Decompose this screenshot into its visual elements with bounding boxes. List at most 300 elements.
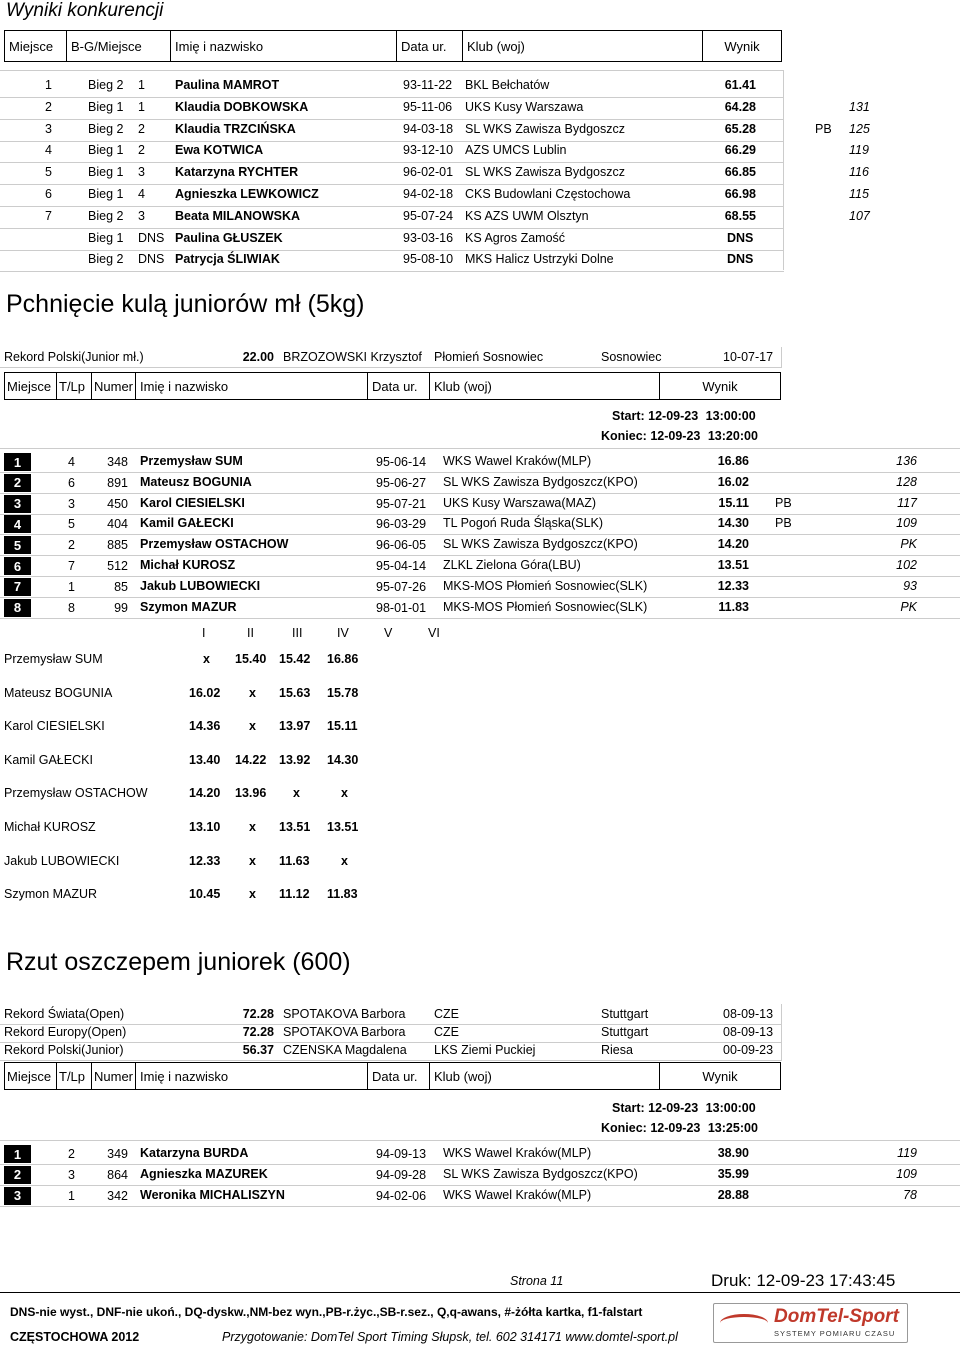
points: PK xyxy=(900,537,917,552)
row-divider xyxy=(0,162,784,163)
bib-number: 99 xyxy=(114,600,128,615)
record-border xyxy=(781,347,782,367)
club: BKL Bełchatów xyxy=(465,78,550,92)
attempt-value: 14.20 xyxy=(189,786,221,801)
lane: 2 xyxy=(68,1147,75,1161)
start-label: Start: xyxy=(612,1101,645,1115)
row-divider xyxy=(0,1140,960,1141)
athlete-name: Weronika MICHALISZYN xyxy=(140,1187,285,1202)
place-badge: 3 xyxy=(4,495,31,513)
attempt-value: 13.51 xyxy=(327,820,359,834)
club: UKS Kusy Warszawa(MAZ) xyxy=(443,495,597,510)
page-number: Strona 11 xyxy=(510,1274,564,1288)
birth-date: 96-06-05 xyxy=(376,538,427,553)
pb-badge: PB xyxy=(775,495,792,510)
birth-date: 94-02-06 xyxy=(376,1188,427,1203)
lane: 1 xyxy=(68,579,75,594)
birth-date: 96-02-01 xyxy=(403,165,454,180)
points: 109 xyxy=(896,516,917,531)
birth-date: 96-03-29 xyxy=(376,517,427,532)
attempt-value: 16.86 xyxy=(327,652,359,666)
lane: 8 xyxy=(68,600,75,615)
heat-place: 4 xyxy=(138,187,145,201)
attempt-value: x xyxy=(341,786,348,801)
attempt-value: 14.22 xyxy=(235,752,267,767)
record-value: 22.00 xyxy=(242,350,274,364)
record-value: 56.37 xyxy=(242,1043,274,1057)
record-holder: CZENSKA Magdalena xyxy=(283,1043,407,1057)
club: WKS Wawel Kraków(MLP) xyxy=(443,1146,592,1160)
heat-place: 2 xyxy=(138,121,145,136)
result: 15.11 xyxy=(718,495,749,510)
lane: 7 xyxy=(68,559,75,573)
result: 16.86 xyxy=(717,454,749,468)
start-date: 12-09-23 xyxy=(648,1101,699,1115)
place-badge: 6 xyxy=(4,557,31,575)
start-time: 13:00:00 xyxy=(705,409,756,423)
attempt-value: 13.10 xyxy=(189,820,221,834)
club: TL Pogoń Ruda Śląska(SLK) xyxy=(443,516,604,531)
attempt-athlete: Przemysław SUM xyxy=(4,652,103,666)
record-holder: SPOTAKOVA Barbora xyxy=(283,1025,406,1039)
athlete-name: Paulina GŁUSZEK xyxy=(175,230,283,245)
bib-number: 342 xyxy=(107,1188,128,1203)
heat: Bieg 2 xyxy=(88,78,124,92)
points: 107 xyxy=(849,208,870,223)
bib-number: 349 xyxy=(107,1147,128,1161)
pb-badge: PB xyxy=(775,516,792,531)
athlete-name: Agnieszka LEWKOWICZ xyxy=(175,187,319,201)
birth-date: 94-02-18 xyxy=(403,187,454,201)
end-label: Koniec: xyxy=(601,1121,647,1135)
club: CKS Budowlani Częstochowa xyxy=(465,187,631,201)
birth-date: 95-06-14 xyxy=(376,455,427,469)
place-badge: 2 xyxy=(4,474,31,492)
place-badge: 3 xyxy=(4,1187,31,1205)
heat-place: 1 xyxy=(138,99,145,114)
col-place: Miejsce xyxy=(5,1063,57,1089)
athlete-name: Agnieszka MAZUREK xyxy=(140,1166,268,1181)
attempt-value: 13.92 xyxy=(279,752,311,767)
club: WKS Wawel Kraków(MLP) xyxy=(443,1187,592,1202)
col-club: Klub (woj) xyxy=(430,1063,660,1089)
record-place: Sosnowiec xyxy=(601,350,662,364)
end-time: 13:25:00 xyxy=(707,1121,758,1135)
club: SL WKS Zawisza Bydgoszcz(KPO) xyxy=(443,474,638,489)
athlete-name: Klaudia DOBKOWSKA xyxy=(175,99,309,114)
place-badge: 2 xyxy=(4,1166,31,1184)
row-divider xyxy=(0,448,960,449)
result: 38.90 xyxy=(717,1146,749,1160)
lane: 5 xyxy=(68,517,75,532)
club: MKS-MOS Płomień Sosnowiec(SLK) xyxy=(443,599,648,614)
lane: 4 xyxy=(68,455,75,469)
heat-place: 3 xyxy=(138,208,145,223)
domtel-logo xyxy=(713,1303,908,1343)
col-lp: T/Lp xyxy=(57,1063,92,1089)
col-result: Wynik xyxy=(702,1068,738,1084)
athlete-name: Beata MILANOWSKA xyxy=(175,208,301,223)
record-club: LKS Ziemi Puckiej xyxy=(434,1043,536,1057)
athlete-name: Kamil GAŁECKI xyxy=(140,516,234,531)
row-divider xyxy=(0,576,960,577)
bib-number: 885 xyxy=(107,538,128,553)
athlete-name: Patrycja ŚLIWIAK xyxy=(175,252,280,267)
result: 66.29 xyxy=(724,143,756,158)
attempt-value: 13.51 xyxy=(279,820,311,834)
bib-number: 85 xyxy=(114,579,128,594)
place-badge: 1 xyxy=(4,1145,31,1163)
result: 14.20 xyxy=(717,537,749,552)
row-divider xyxy=(0,534,960,535)
row-divider xyxy=(0,70,784,71)
result: 14.30 xyxy=(717,516,749,531)
attempt-value: 14.36 xyxy=(189,719,221,734)
place: 1 xyxy=(45,78,52,92)
section2-header xyxy=(4,372,781,400)
start-label: Start: xyxy=(612,409,645,423)
club: SL WKS Zawisza Bydgoszcz xyxy=(465,165,626,180)
club: ZLKL Zielona Góra(LBU) xyxy=(443,558,581,572)
end-time: 13:20:00 xyxy=(707,429,758,443)
attempt-header: VI xyxy=(428,626,440,640)
col-dob: Data ur. xyxy=(397,31,463,61)
points: 136 xyxy=(896,454,917,468)
col-result: Wynik xyxy=(702,378,738,394)
attempt-value: 15.42 xyxy=(279,652,311,666)
section3-header xyxy=(4,1062,781,1090)
birth-date: 95-04-14 xyxy=(376,559,427,573)
club: SL WKS Zawisza Bydgoszcz(KPO) xyxy=(443,537,638,552)
place-badge: 4 xyxy=(4,515,31,533)
heat: Bieg 1 xyxy=(88,230,124,245)
points: 119 xyxy=(849,143,869,158)
club: AZS UMCS Lublin xyxy=(465,143,567,158)
start-date: 12-09-23 xyxy=(648,409,699,423)
prepared-by: Przygotowanie: DomTel Sport Timing Słupsk, tel. 602 314171 www.domtel-sport.pl xyxy=(222,1330,678,1344)
row-divider xyxy=(0,271,784,272)
attempt-header: III xyxy=(292,626,303,640)
attempt-value: 13.97 xyxy=(279,719,311,734)
heat: Bieg 1 xyxy=(88,143,124,158)
attempt-header: V xyxy=(384,626,393,640)
points: 78 xyxy=(903,1187,917,1202)
attempt-athlete: Kamil GAŁECKI xyxy=(4,752,93,767)
place: 5 xyxy=(45,165,52,180)
record-club: CZE xyxy=(434,1025,459,1039)
club: WKS Wawel Kraków(MLP) xyxy=(443,454,592,468)
row-divider xyxy=(0,250,784,251)
birth-date: 95-07-24 xyxy=(403,208,454,223)
end-info xyxy=(601,1121,758,1135)
attempt-value: 11.83 xyxy=(327,887,358,902)
place-badge: 1 xyxy=(4,453,31,471)
col-lp: T/Lp xyxy=(57,373,92,399)
heat-place: 2 xyxy=(138,143,145,158)
place: 4 xyxy=(45,143,52,158)
attempt-athlete: Michał KUROSZ xyxy=(4,820,96,834)
points: 131 xyxy=(849,99,870,114)
attempt-header: IV xyxy=(337,626,349,640)
club: SL WKS Zawisza Bydgoszcz(KPO) xyxy=(443,1166,638,1181)
athlete-name: Ewa KOTWICA xyxy=(175,143,264,158)
attempt-value: 15.78 xyxy=(327,685,359,700)
end-label: Koniec: xyxy=(601,429,647,443)
heat-place: 3 xyxy=(138,165,145,180)
points: 115 xyxy=(849,187,869,201)
athlete-name: Katarzyna RYCHTER xyxy=(175,165,299,180)
record-label: Rekord Świata(Open) xyxy=(4,1007,125,1021)
legend: DNS-nie wyst., DNF-nie ukoń., DQ-dyskw.,NM-bez wyn.,PB-r.życ.,SB-r.sez., Q,q-awans, #-żółta kartka, f1-falstart xyxy=(10,1305,643,1319)
lane: 3 xyxy=(68,496,75,511)
lane: 1 xyxy=(68,1188,75,1203)
record-holder: SPOTAKOVA Barbora xyxy=(283,1007,406,1021)
row-divider xyxy=(0,184,784,185)
result: 68.55 xyxy=(724,208,756,223)
result: 66.85 xyxy=(724,165,756,180)
section1-header xyxy=(4,30,782,62)
attempt-header: II xyxy=(247,626,254,640)
pb-badge: PB xyxy=(815,121,832,136)
col-place: Miejsce xyxy=(5,373,57,399)
attempt-value: 14.30 xyxy=(327,752,359,767)
attempt-value: 11.12 xyxy=(279,887,310,902)
record-value: 72.28 xyxy=(242,1025,274,1039)
result: 16.02 xyxy=(717,474,749,489)
club: KS AZS UWM Olsztyn xyxy=(465,208,589,223)
result: 35.99 xyxy=(717,1166,749,1181)
birth-date: 93-03-16 xyxy=(403,230,454,245)
attempt-value: 11.63 xyxy=(279,853,310,868)
col-name: Imię i nazwisko xyxy=(171,31,397,61)
record-date: 00-09-23 xyxy=(723,1043,774,1057)
row-divider xyxy=(0,1185,960,1186)
row-divider xyxy=(0,141,784,142)
athlete-name: Paulina MAMROT xyxy=(175,78,280,92)
section2-title: Pchnięcie kulą juniorów mł (5kg) xyxy=(6,290,365,318)
result: 65.28 xyxy=(724,121,756,136)
table-border xyxy=(783,70,784,270)
row-divider xyxy=(0,228,784,229)
record-value: 72.28 xyxy=(242,1007,274,1021)
row-divider xyxy=(0,618,960,619)
heat: Bieg 1 xyxy=(88,99,124,114)
record-place: Riesa xyxy=(601,1043,633,1057)
row-divider xyxy=(0,555,960,556)
attempt-value: x xyxy=(293,786,300,801)
lane: 2 xyxy=(68,538,75,553)
bib-number: 512 xyxy=(107,559,128,573)
record-label: Rekord Europy(Open) xyxy=(4,1025,127,1039)
birth-date: 93-11-22 xyxy=(403,78,453,92)
attempt-value: 10.45 xyxy=(189,887,221,902)
birth-date: 95-06-27 xyxy=(376,475,427,490)
record-date: 10-07-17 xyxy=(723,350,774,364)
result: 64.28 xyxy=(724,99,756,114)
logo-swoosh-icon xyxy=(720,1314,768,1332)
club: MKS-MOS Płomień Sosnowiec(SLK) xyxy=(443,578,648,593)
heat-place: DNS xyxy=(138,252,165,267)
col-name: Imię i nazwisko xyxy=(136,1063,368,1089)
row-divider xyxy=(0,1164,960,1165)
col-place: Miejsce xyxy=(5,31,67,61)
result: 12.33 xyxy=(717,578,749,593)
record-border xyxy=(781,1004,782,1060)
city: CZĘSTOCHOWA 2012 xyxy=(10,1330,140,1344)
logo-text: DomTel-Sport xyxy=(774,1306,899,1327)
attempt-value: 12.33 xyxy=(189,853,221,868)
athlete-name: Michał KUROSZ xyxy=(140,558,236,572)
place-badge: 5 xyxy=(4,536,31,554)
col-dob: Data ur. xyxy=(368,1063,430,1089)
attempt-value: 13.96 xyxy=(235,786,267,801)
bib-number: 404 xyxy=(107,517,128,532)
row-divider xyxy=(0,472,960,473)
col-club: Klub (woj) xyxy=(430,373,660,399)
col-number: Numer xyxy=(92,1063,136,1089)
athlete-name: Mateusz BOGUNIA xyxy=(140,474,252,489)
athlete-name: Szymon MAZUR xyxy=(140,599,237,614)
place-badge: 8 xyxy=(4,599,31,617)
points: 128 xyxy=(896,474,917,489)
birth-date: 94-03-18 xyxy=(403,121,454,136)
attempt-value: x xyxy=(249,820,256,834)
col-name: Imię i nazwisko xyxy=(136,373,368,399)
row-divider xyxy=(0,119,784,120)
start-info xyxy=(612,409,756,423)
footer-divider xyxy=(0,1292,960,1293)
record-label: Rekord Polski(Junior) xyxy=(4,1043,124,1057)
points: 116 xyxy=(849,165,869,180)
record-date: 08-09-13 xyxy=(723,1025,774,1039)
birth-date: 93-12-10 xyxy=(403,143,454,158)
club: KS Agros Zamość xyxy=(465,230,566,245)
col-result: Wynik xyxy=(724,38,760,54)
birth-date: 94-09-28 xyxy=(376,1167,427,1182)
row-divider xyxy=(0,493,960,494)
attempt-value: x xyxy=(203,652,210,666)
logo-subtitle: SYSTEMY POMIARU CZASU xyxy=(774,1329,896,1338)
attempt-value: x xyxy=(341,853,348,868)
attempt-value: 15.11 xyxy=(327,719,358,734)
attempt-value: 16.02 xyxy=(189,685,221,700)
section1-title: Wyniki konkurencji xyxy=(6,0,164,21)
result: 66.98 xyxy=(724,187,756,201)
heat: Bieg 1 xyxy=(88,165,124,180)
record-date: 08-09-13 xyxy=(723,1007,774,1021)
athlete-name: Klaudia TRZCIŃSKA xyxy=(175,121,296,136)
points: 119 xyxy=(897,1146,917,1160)
attempt-athlete: Karol CIESIELSKI xyxy=(4,719,105,734)
col-heat: B-G/Miejsce xyxy=(67,31,171,61)
birth-date: 95-07-26 xyxy=(376,579,427,594)
lane: 6 xyxy=(68,475,75,490)
heat-place: DNS xyxy=(138,230,165,245)
place-badge: 7 xyxy=(4,578,31,596)
birth-date: 95-08-10 xyxy=(403,252,454,267)
col-dob: Data ur. xyxy=(368,373,430,399)
attempt-athlete: Jakub LUBOWIECKI xyxy=(4,853,120,868)
row-divider xyxy=(0,597,960,598)
attempt-value: x xyxy=(249,853,256,868)
row-divider xyxy=(0,1206,960,1207)
athlete-name: Przemysław OSTACHOW xyxy=(140,537,289,552)
result: DNS xyxy=(727,230,754,245)
end-date: 12-09-23 xyxy=(650,1121,701,1135)
col-number: Numer xyxy=(92,373,136,399)
heat: Bieg 2 xyxy=(88,208,124,223)
end-date: 12-09-23 xyxy=(650,429,701,443)
attempt-value: 15.63 xyxy=(279,685,311,700)
heat-place: 1 xyxy=(138,78,145,92)
birth-date: 95-11-06 xyxy=(403,99,453,114)
heat: Bieg 2 xyxy=(88,252,124,267)
result: 61.41 xyxy=(724,78,756,92)
row-divider xyxy=(0,97,784,98)
athlete-name: Karol CIESIELSKI xyxy=(140,495,245,510)
col-club: Klub (woj) xyxy=(463,31,703,61)
heat: Bieg 1 xyxy=(88,187,124,201)
start-time: 13:00:00 xyxy=(705,1101,756,1115)
start-info xyxy=(612,1101,756,1115)
bib-number: 450 xyxy=(107,496,128,511)
place: 2 xyxy=(45,99,52,114)
points: 117 xyxy=(897,495,917,510)
club: UKS Kusy Warszawa xyxy=(465,99,584,114)
athlete-name: Katarzyna BURDA xyxy=(140,1146,249,1160)
attempt-value: x xyxy=(249,719,256,734)
attempt-value: 13.40 xyxy=(189,752,221,767)
end-info xyxy=(601,429,758,443)
heat: Bieg 2 xyxy=(88,121,124,136)
result: 11.83 xyxy=(718,599,749,614)
club: MKS Halicz Ustrzyki Dolne xyxy=(465,252,614,267)
row-divider xyxy=(0,367,782,368)
birth-date: 98-01-01 xyxy=(376,600,427,615)
attempt-athlete: Przemysław OSTACHOW xyxy=(4,786,148,801)
section3-title: Rzut oszczepem juniorek (600) xyxy=(6,948,351,976)
attempt-header: I xyxy=(202,626,206,640)
bib-number: 348 xyxy=(107,455,128,469)
record-label: Rekord Polski(Junior mł.) xyxy=(4,350,144,364)
attempt-athlete: Szymon MAZUR xyxy=(4,887,98,902)
record-club: Płomień Sosnowiec xyxy=(434,350,544,364)
attempt-value: x xyxy=(249,887,256,902)
bib-number: 864 xyxy=(107,1167,128,1182)
points: 125 xyxy=(849,121,870,136)
row-divider xyxy=(0,1060,782,1061)
place: 7 xyxy=(45,208,52,223)
record-place: Stuttgart xyxy=(601,1025,649,1039)
record-club: CZE xyxy=(434,1007,459,1021)
attempt-athlete: Mateusz BOGUNIA xyxy=(4,685,113,700)
bib-number: 891 xyxy=(107,475,128,490)
print-time: Druk: 12-09-23 17:43:45 xyxy=(711,1271,896,1290)
result: DNS xyxy=(727,252,754,267)
row-divider xyxy=(0,514,960,515)
result: 28.88 xyxy=(717,1187,749,1202)
place: 3 xyxy=(45,121,52,136)
result: 13.51 xyxy=(717,558,749,572)
attempt-value: x xyxy=(249,685,256,700)
birth-date: 95-07-21 xyxy=(376,496,427,511)
athlete-name: Jakub LUBOWIECKI xyxy=(140,578,261,593)
lane: 3 xyxy=(68,1167,75,1182)
attempt-value: 15.40 xyxy=(235,652,267,666)
points: 93 xyxy=(903,578,917,593)
club: SL WKS Zawisza Bydgoszcz xyxy=(465,121,626,136)
place: 6 xyxy=(45,187,52,201)
